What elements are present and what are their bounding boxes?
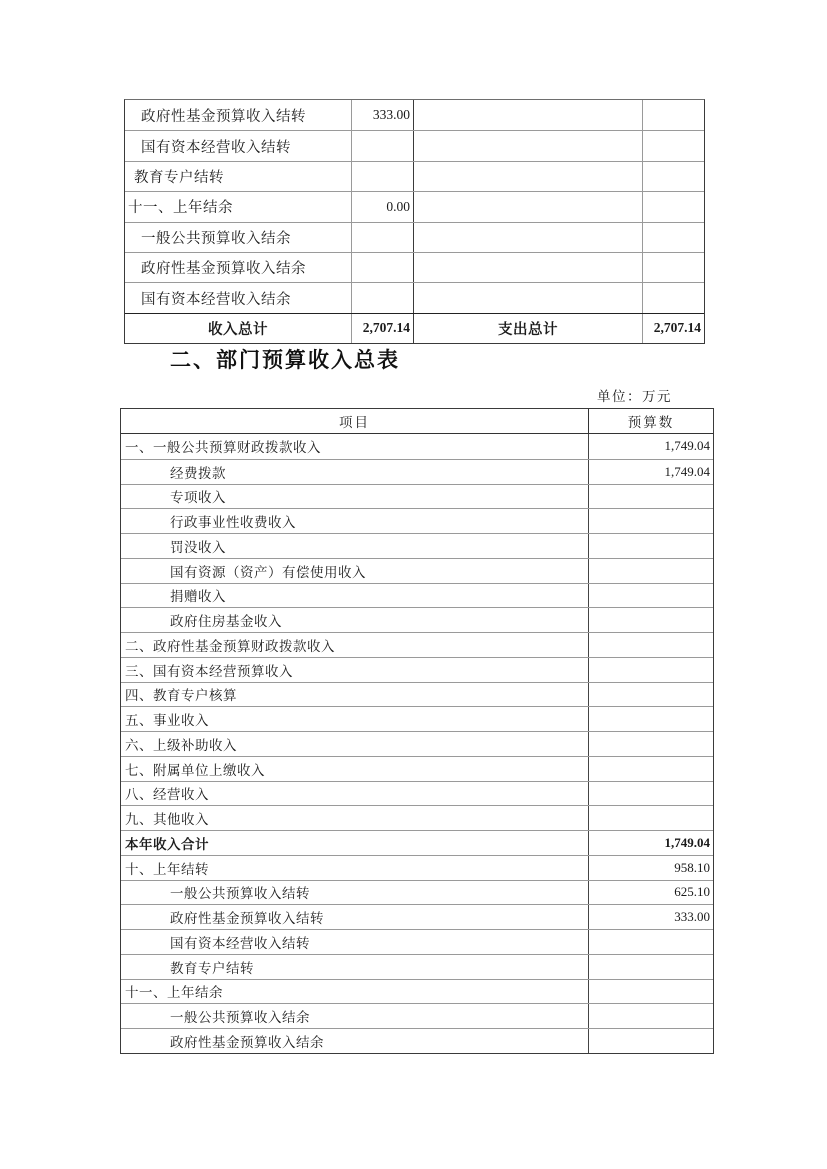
row-value: 2,707.14 [352, 314, 414, 343]
row-label: 一般公共预算收入结余 [125, 223, 352, 252]
table-row [125, 282, 704, 312]
row-label: 经费拨款 [121, 460, 589, 484]
row-label2 [414, 131, 643, 160]
row-label: 捐赠收入 [121, 584, 589, 608]
row-value2 [643, 100, 704, 130]
row-label: 四、教育专户核算 [121, 683, 589, 707]
row-value2 [643, 283, 704, 312]
table-row [125, 191, 704, 221]
table-row [121, 1003, 713, 1028]
table-row [121, 855, 713, 880]
row-label: 一般公共预算收入结余 [121, 1004, 589, 1028]
row-value [589, 806, 713, 830]
column-header-budget: 预算数 [627, 415, 675, 430]
row-label: 一般公共预算收入结转 [121, 881, 589, 905]
row-label: 政府性基金预算收入结余 [121, 1029, 589, 1053]
row-value [352, 223, 414, 252]
row-value [352, 131, 414, 160]
row-label: 政府性基金预算收入结转 [125, 100, 352, 130]
table-row [121, 706, 713, 731]
table-row [121, 434, 713, 459]
unit-label: 单位：万元 [597, 389, 672, 404]
table-row [121, 1028, 713, 1053]
row-label2 [414, 192, 643, 221]
row-value: 0.00 [352, 192, 414, 221]
row-label2 [414, 100, 643, 130]
row-label: 政府性基金预算收入结余 [125, 253, 352, 282]
table-row [121, 731, 713, 756]
table-row [125, 130, 704, 160]
row-label: 十、上年结转 [121, 856, 589, 880]
table-row [121, 954, 713, 979]
row-label2 [414, 253, 643, 282]
row-value2 [643, 162, 704, 191]
table-row [121, 533, 713, 558]
row-label: 十一、上年结余 [125, 192, 352, 221]
row-label: 七、附属单位上缴收入 [121, 757, 589, 781]
row-label: 十一、上年结余 [121, 980, 589, 1004]
table-row [121, 484, 713, 509]
column-header-item: 项目 [121, 409, 589, 433]
row-value: 625.10 [674, 884, 710, 900]
row-label: 国有资源（资产）有偿使用收入 [121, 559, 589, 583]
row-label: 五、事业收入 [121, 707, 589, 731]
row-value [589, 1029, 713, 1053]
row-label: 本年收入合计 [121, 831, 589, 855]
table-row [121, 929, 713, 954]
row-value [589, 1004, 713, 1028]
row-value: 1,749.04 [664, 463, 710, 479]
row-label: 六、上级补助收入 [121, 732, 589, 756]
row-value [589, 485, 713, 509]
row-value [589, 584, 713, 608]
table-row [121, 880, 713, 905]
row-value [589, 757, 713, 781]
table-row [125, 313, 704, 343]
table-row [121, 979, 713, 1004]
row-label: 国有资本经营收入结转 [121, 930, 589, 954]
row-value [352, 253, 414, 282]
row-label: 二、政府性基金预算财政拨款收入 [121, 633, 589, 657]
row-value [589, 955, 713, 979]
row-label2 [414, 162, 643, 191]
row-value [352, 162, 414, 191]
row-label: 收入总计 [125, 314, 352, 343]
row-label: 政府住房基金收入 [121, 608, 589, 632]
table-row [125, 222, 704, 252]
row-value: 333.00 [674, 909, 710, 925]
row-value [589, 930, 713, 954]
section-title: 二、部门预算收入总表 [170, 349, 400, 372]
row-value [589, 732, 713, 756]
row-label: 国有资本经营收入结余 [125, 283, 352, 312]
row-label: 八、经营收入 [121, 782, 589, 806]
row-label2 [414, 223, 643, 252]
table-row [125, 100, 704, 130]
row-value [589, 509, 713, 533]
row-value2 [643, 223, 704, 252]
row-value2 [643, 253, 704, 282]
table-row [121, 558, 713, 583]
row-value2: 2,707.14 [653, 320, 701, 336]
row-label: 国有资本经营收入结转 [125, 131, 352, 160]
row-label: 三、国有资本经营预算收入 [121, 658, 589, 682]
row-value: 1,749.04 [664, 438, 710, 454]
table-row [121, 508, 713, 533]
row-value [589, 534, 713, 558]
row-value2 [643, 192, 704, 221]
table-row [121, 632, 713, 657]
table-row [121, 830, 713, 855]
table-row [121, 682, 713, 707]
row-value [589, 658, 713, 682]
table-budget-income [120, 408, 714, 1054]
row-label2 [414, 283, 643, 312]
table-row [121, 607, 713, 632]
row-value: 958.10 [674, 859, 710, 875]
table-row [121, 904, 713, 929]
table-row [121, 657, 713, 682]
row-value [589, 633, 713, 657]
table-row [125, 161, 704, 191]
row-value [589, 707, 713, 731]
row-value [589, 980, 713, 1004]
row-value [589, 683, 713, 707]
row-label: 教育专户结转 [125, 162, 352, 191]
row-label: 行政事业性收费收入 [121, 509, 589, 533]
row-label: 九、其他收入 [121, 806, 589, 830]
row-label: 罚没收入 [121, 534, 589, 558]
table-header-row [121, 409, 713, 434]
table-row [121, 781, 713, 806]
table-row [121, 805, 713, 830]
table-budget-balance [124, 99, 705, 344]
row-value [589, 782, 713, 806]
table-row [121, 756, 713, 781]
table-row [121, 459, 713, 484]
row-label: 一、一般公共预算财政拨款收入 [121, 434, 589, 459]
row-value: 1,749.04 [664, 834, 710, 850]
row-label: 专项收入 [121, 485, 589, 509]
table-row [125, 252, 704, 282]
row-label: 教育专户结转 [121, 955, 589, 979]
row-value: 333.00 [352, 100, 414, 130]
row-value [352, 283, 414, 312]
row-value [589, 559, 713, 583]
table-row [121, 583, 713, 608]
row-label2: 支出总计 [414, 314, 643, 343]
row-value [589, 608, 713, 632]
row-value2 [643, 131, 704, 160]
row-label: 政府性基金预算收入结转 [121, 905, 589, 929]
